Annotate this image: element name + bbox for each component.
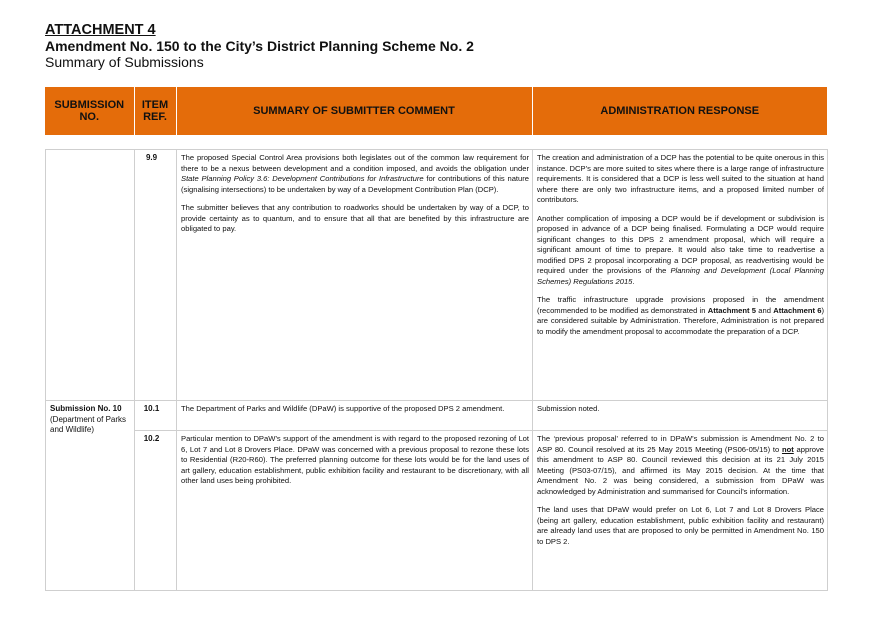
table-row bbox=[46, 150, 828, 401]
submission-cell bbox=[46, 401, 135, 591]
submitter-comment: Particular mention to DPaW’s support of the amendment is with regard to the proposed rezoning of Lot 6, Lot 7 and Lot 8 Drovers Place. DPaW was concerned with a previous proposal to rezone these lots to Residential (R20-R60). The preferred planning outcome for these lots would be for the land uses of art gallery, education establishment, public exhibition facility and restaurant to be discretionary, with all other land uses being prohibited. bbox=[177, 431, 533, 591]
item-ref: 10.2 bbox=[135, 431, 177, 591]
table-row bbox=[46, 401, 828, 431]
submission-cell bbox=[46, 150, 135, 401]
item-ref: 9.9 bbox=[135, 150, 177, 401]
submitter-comment: The proposed Special Control Area provisions both legislates out of the common law requirement for there to be a nexus between development and a condition imposed, and avoids the obligation under State Planning Policy 3.6: Development Contributions for Infrastructure for contributions of this nature (signalising intersections) to be undertaken by way of a Development Contribution Plan (DCP). The submitter believes that any contribution to roadworks should be undertaken by way of a DCP, to provide certainty as to quantum, and to ensure that all that are benefited by this infrastructure are obligated to pay. bbox=[177, 150, 533, 401]
column-header-item-ref: ITEM REF. bbox=[134, 87, 176, 135]
table-row bbox=[46, 431, 828, 591]
submission-title: Submission No. 10 bbox=[50, 404, 122, 413]
table-header bbox=[45, 87, 827, 135]
amendment-title: Amendment No. 150 to the City’s District Planning Scheme No. 2 bbox=[45, 38, 474, 54]
administration-response: The ‘previous proposal’ referred to in DPaW’s submission is Amendment No. 2 to ASP 80. Council resolved at its 25 May 2015 Meeting (PS06-05/15) to not approve this amendment to ASP 80. Council reviewed this decision at its 21 July 2015 Meeting (PS03-07/15), and affirmed its May 2015 decision. At the time that Amendment No. 2 was being considered, a submission from DPaW was acknowledged by Administration and summarised for Council’s information. The land uses that DPaW would prefer on Lot 6, Lot 7 and Lot 8 Drovers Place (being art gallery, education establishment, public exhibition facility and restaurant) are already land uses that are proposed to only be permitted in Amendment No. 150 to DPS 2. bbox=[533, 431, 828, 591]
column-header-submission-no: SUBMISSION NO. bbox=[45, 87, 134, 135]
column-header-response: ADMINISTRATION RESPONSE bbox=[532, 87, 827, 135]
attachment-title: ATTACHMENT 4 bbox=[45, 22, 156, 38]
column-header-summary: SUMMARY OF SUBMITTER COMMENT bbox=[176, 87, 532, 135]
summary-subtitle: Summary of Submissions bbox=[45, 54, 204, 70]
submissions-table bbox=[45, 149, 828, 591]
administration-response: The creation and administration of a DCP has the potential to be quite onerous in this instance. DCP’s are more suited to sites where there is a large range of infrastructure requirements. It is considered that a DCP is less well suited to the situation at hand where there are only two infrastructure items, and a proposed limited number of contributors. Another complication of imposing a DCP would be if development or subdivision is proposed in advance of a DCP being finalised. Formulating a DCP would require significant changes to this DPS 2 amendment proposal, which will require a significant amount of time to prepare. It would also take time to readvertise a modified DPS 2 proposal incorporating a DCP proposal, as readvertising would be required under the provisions of the Planning and Development (Local Planning Schemes) Regulations 2015. The traffic infrastructure upgrade provisions proposed in the amendment (recommended to be modified as demonstrated in Attachment 5 and Attachment 6) are considered suitable by Administration. Therefore, Administration is not prepared to modify the amendment proposal to accommodate the preparation of a DCP. bbox=[533, 150, 828, 401]
submitter-organisation: (Department of Parks and Wildlife) bbox=[50, 414, 127, 434]
item-ref: 10.1 bbox=[135, 401, 177, 431]
submitter-comment: The Department of Parks and Wildlife (DPaW) is supportive of the proposed DPS 2 amendment. bbox=[177, 401, 533, 431]
administration-response: Submission noted. bbox=[533, 401, 828, 431]
document-header bbox=[45, 22, 474, 70]
